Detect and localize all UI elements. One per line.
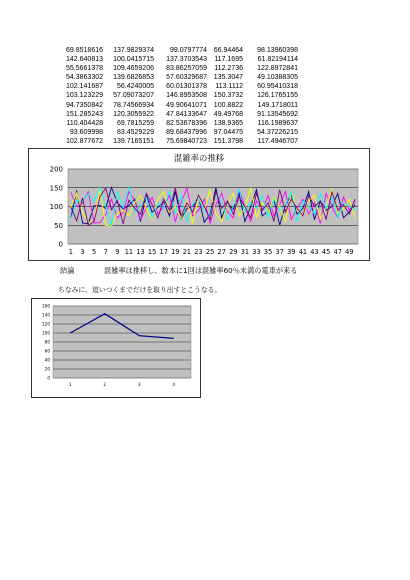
congestion-chart xyxy=(28,148,370,261)
table-cell: 47.84133647 xyxy=(166,110,207,118)
chart-title: 混雑率の推移 xyxy=(173,153,225,163)
x-tick-label: 23 xyxy=(194,248,203,256)
x-tick-label: 1 xyxy=(68,382,72,387)
table-cell: 142.640813 xyxy=(66,56,103,64)
table-cell: 102.877672 xyxy=(66,137,103,145)
x-tick-label: 37 xyxy=(275,248,284,256)
x-tick-label: 3 xyxy=(80,248,85,256)
table-cell: 82.53678396 xyxy=(166,119,207,127)
table-cell: 66.94464 xyxy=(213,47,243,54)
table-cell: 139.6826853 xyxy=(113,74,154,82)
x-tick-label: 33 xyxy=(252,248,261,256)
table-cell: 60.95410318 xyxy=(257,83,298,91)
table-cell: 138.9365 xyxy=(213,119,243,127)
table-cell: 126.1765155 xyxy=(257,92,298,100)
x-tick-label: 35 xyxy=(263,248,273,256)
table-row xyxy=(58,119,298,128)
table-cell: 57.60329687 xyxy=(166,74,207,82)
table-cell: 149.1718011 xyxy=(257,101,298,109)
table-cell: 55.5661378 xyxy=(66,65,103,73)
table-cell: 117.4946707 xyxy=(257,137,298,145)
x-tick-label: 11 xyxy=(124,248,134,256)
table-cell: 98.13960398 xyxy=(257,47,298,54)
x-tick-label: 31 xyxy=(240,248,250,256)
y-tick-label: 200 xyxy=(49,165,63,174)
table-cell: 100.0415715 xyxy=(113,56,154,64)
table-cell: 150.3732 xyxy=(213,92,243,100)
table-cell: 122.8972841 xyxy=(257,65,298,73)
table-cell: 93.609998 xyxy=(69,128,103,136)
x-tick-label: 41 xyxy=(298,248,308,256)
table-row xyxy=(58,137,298,146)
table-cell: 57.09073207 xyxy=(113,92,154,100)
x-tick-label: 13 xyxy=(136,248,145,256)
table-cell: 110.404428 xyxy=(66,119,103,127)
y-tick-label: 100 xyxy=(49,203,63,211)
x-tick-label: 1 xyxy=(68,248,74,256)
table-cell: 91.13545692 xyxy=(257,110,298,118)
table-cell: 69.7815259 xyxy=(117,119,154,127)
y-tick-label: 100 xyxy=(42,330,50,336)
table-cell: 112.2736 xyxy=(214,65,243,73)
table-row xyxy=(58,91,298,100)
table-cell: 113.1112 xyxy=(215,83,243,91)
table-cell: 83.86257059 xyxy=(166,65,207,73)
y-tick-label: 50 xyxy=(54,221,63,230)
x-tick-label: 25 xyxy=(205,248,215,256)
table-row xyxy=(58,128,298,137)
x-tick-label: 5 xyxy=(91,248,97,256)
x-tick-label: 49 xyxy=(345,248,354,256)
table-cell: 103.123229 xyxy=(66,92,103,100)
table-cell: 94.7350842 xyxy=(66,101,103,109)
y-tick-label: 20 xyxy=(44,366,50,372)
table-cell: 97.04475 xyxy=(213,128,243,136)
y-tick-label: 160 xyxy=(42,303,50,309)
table-cell: 49.49768 xyxy=(213,110,243,118)
x-tick-label: 9 xyxy=(115,248,120,256)
table-cell: 137.3703543 xyxy=(166,56,207,64)
y-tick-label: 80 xyxy=(44,339,50,345)
table-cell: 83.4529229 xyxy=(117,128,154,136)
x-tick-label: 43 xyxy=(310,248,319,256)
table-cell: 54.3863302 xyxy=(66,74,103,82)
y-tick-label: 140 xyxy=(42,312,50,318)
data-table xyxy=(58,46,298,146)
x-tick-label: 45 xyxy=(321,248,331,256)
table-cell: 120.3055922 xyxy=(113,110,154,118)
table-cell: 137.9829374 xyxy=(113,47,154,54)
table-cell: 78.74566934 xyxy=(113,101,154,109)
table-cell: 151.285243 xyxy=(66,110,103,118)
conclusion-body: 混雑率は推移し、数本に1回は混雑率60％未満の電車が来る xyxy=(104,266,298,275)
table-cell: 146.8953508 xyxy=(166,92,207,100)
table-cell: 69.8518616 xyxy=(66,47,103,54)
x-tick-label: 19 xyxy=(171,248,180,256)
y-tick-label: 120 xyxy=(42,321,50,327)
table-cell: 102.141687 xyxy=(66,83,103,91)
y-tick-label: 40 xyxy=(44,357,50,363)
x-tick-label: 7 xyxy=(103,248,108,256)
x-tick-label: 27 xyxy=(217,248,226,256)
table-row xyxy=(58,46,298,55)
table-cell: 49.90641071 xyxy=(166,101,207,109)
x-tick-label: 3 xyxy=(137,382,141,387)
y-tick-label: 60 xyxy=(44,348,50,354)
note-text: ちなみに、追いつくまでだけを取り出すとこうなる。 xyxy=(58,286,222,294)
x-tick-label: 47 xyxy=(333,248,342,256)
table-cell: 49.10388305 xyxy=(257,74,298,82)
table-cell: 135.3047 xyxy=(213,74,243,82)
conclusion-label: 結論 xyxy=(60,266,75,275)
x-tick-label: 29 xyxy=(229,248,238,256)
table-cell: 89.68437996 xyxy=(166,128,207,136)
table-cell: 109.4659206 xyxy=(113,65,154,73)
table-cell: 75.69840723 xyxy=(166,137,207,145)
table-row xyxy=(58,64,298,73)
y-tick-label: 150 xyxy=(49,184,63,193)
table-cell: 100.8822 xyxy=(213,101,243,109)
table-cell: 61.82194114 xyxy=(257,56,298,64)
x-tick-label: 4 xyxy=(172,382,176,387)
x-tick-label: 2 xyxy=(103,382,107,387)
table-cell: 139.7165151 xyxy=(113,137,154,145)
x-tick-label: 39 xyxy=(287,248,296,256)
table-row xyxy=(58,101,298,110)
table-cell: 56.4240005 xyxy=(117,83,154,91)
table-row xyxy=(58,55,298,64)
table-cell: 99.0797774 xyxy=(170,47,207,54)
x-tick-label: 21 xyxy=(182,248,192,256)
table-cell: 60.01301378 xyxy=(166,83,207,91)
y-tick-label: 0 xyxy=(58,240,63,249)
table-row xyxy=(58,110,298,119)
x-tick-label: 15 xyxy=(147,248,157,256)
table-row xyxy=(58,73,298,82)
table-cell: 117.1695 xyxy=(214,56,243,64)
small-line-chart xyxy=(31,298,201,398)
y-tick-label: 0 xyxy=(47,375,50,381)
table-cell: 116.1989637 xyxy=(257,119,298,127)
table-cell: 151.3798 xyxy=(213,137,243,145)
table-row xyxy=(58,82,298,91)
table-cell: 54.37226215 xyxy=(257,128,298,136)
x-tick-label: 17 xyxy=(159,248,168,256)
